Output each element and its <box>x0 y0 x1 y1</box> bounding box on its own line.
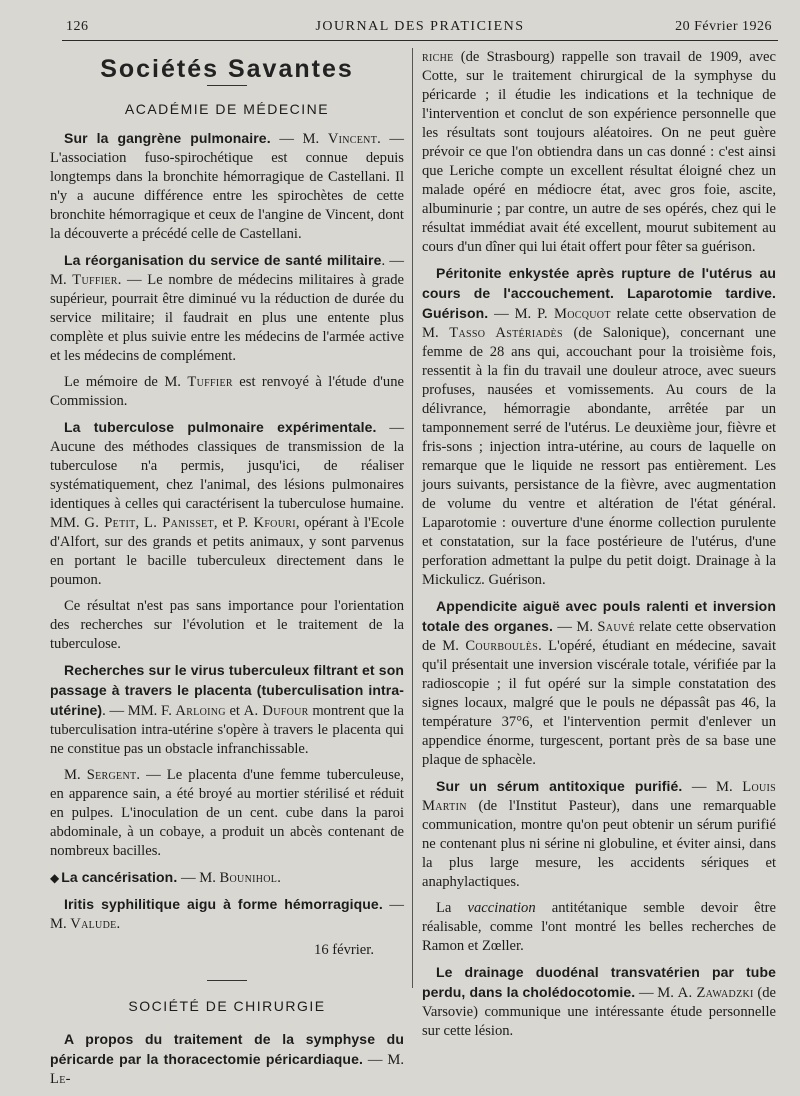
author-name: Bounihol <box>219 870 278 886</box>
article-heading: Sur la gangrène pulmonaire. <box>64 130 271 146</box>
paragraph-memoire: Le mémoire de M. Tuffier est renvoyé à l'étude d'une Commission. <box>50 374 404 409</box>
bullet-mark-icon: ◆ <box>50 871 60 885</box>
article-gangrene: Sur la gangrène pulmonaire. — M. Vincent. — L'association fuso-spirochétique est connue depuis longtemps dans la bronchite hémorragique de Castellani. Il n'y a aucune différence entre les spirochètes de cette bronchite hémorragique et ceux de l'angine de Vincent, dont la découverte a précédé celle de Castellani. <box>50 130 404 242</box>
article-heading: La tuberculose pulmonaire expérimentale. <box>64 419 377 435</box>
article-heading: Iritis syphilitique aigu à forme hémorragique. <box>64 896 383 912</box>
page-number: 126 <box>66 19 89 34</box>
article-tuberculose: La tuberculose pulmonaire expérimentale. — Aucune des méthodes classiques de transmission de la tuberculose n'a permis, jusqu'ici, de réaliser systématiquement, chez l'animal, des lésions pulmonaires identiques à celles qui caractérisent la tuberculose humaine. MM. G. Petit, L. Panisset, et P. Kfouri, opérant à l'Ecole d'Alfort, sur des grands et petits animaux, y sont parvenus en portant le bacille tuberculeux directement dans le poumon. <box>50 419 404 588</box>
article-heading: Le drainage duodénal transvatérien par tube perdu, dans la cholédocotomie. <box>422 964 776 1000</box>
author-name: Louis Martin <box>422 779 776 814</box>
page-header <box>62 16 778 41</box>
journal-title: JOURNAL DES PRATICIENS <box>315 19 525 34</box>
issue-date: 20 Février 1926 <box>675 19 772 34</box>
article-cancerisation: ◆ La cancérisation. — M. Bounihol. <box>50 869 281 886</box>
author-name: Courboulès <box>465 638 539 654</box>
article-symphyse: A propos du traitement de la symphyse du péricarde par la thoracectomie péricardiaque. — M. Le- <box>50 1031 404 1087</box>
left-column <box>50 50 404 1096</box>
paragraph-sergent: M. Sergent. — Le placenta d'une femme tuberculeuse, en apparence sain, a été broyé au mortier stérilisé et réduit en pulpes. L'inoculation de un cent. cube dans la paroi abdominale, à un cobaye, a produit un abcès contenant de nombreux bacilles. <box>50 767 405 859</box>
author-name: Vincent <box>327 131 378 147</box>
author-name: P. Mocquot <box>537 306 611 322</box>
article-drainage: Le drainage duodénal transvatérien par tube perdu, dans la cholédocotomie. — M. A. Zawadzki (de Varsovie) communique une intéressante étude personnelle sur cette lésion. <box>422 964 776 1039</box>
section-rule <box>207 980 247 981</box>
article-heading: A propos du traitement de la symphyse du péricarde par la thoracectomie péricardiaque. <box>50 1031 404 1067</box>
author-name: A. Zawadzki <box>677 985 754 1001</box>
right-column <box>422 48 776 1048</box>
author-name: riche <box>422 49 454 65</box>
paragraph-vaccination: La vaccination antitétanique semble devoir être réalisable, comme l'ont montré les belles recherches de Ramon et Zœller. <box>422 900 777 954</box>
society-heading: SOCIÉTÉ DE CHIRURGIE <box>128 998 326 1014</box>
author-name: Sergent <box>86 767 137 783</box>
column-divider <box>412 48 413 988</box>
article-heading: Sur un sérum antitoxique purifié. <box>436 778 683 794</box>
author-name: G. Petit <box>84 515 136 531</box>
article-heading: Appendicite aiguë avec pouls ralenti et inversion totale des organes. <box>422 598 776 634</box>
author-name: A. Dufour <box>243 703 309 719</box>
italic-term: vaccination <box>467 900 536 916</box>
article-reorganisation: La réorganisation du service de santé militaire. — M. Tuffier. — Le nombre de médecins militaires à grade supérieur, pourrait être diminué vu la réduction de durée du service militaire; il faudrait en plus une entente plus complète et plus suivie entre les médecins de l'armée active et les médecins de complément. <box>50 252 405 364</box>
article-appendicite: Appendicite aiguë avec pouls ralenti et inversion totale des organes. — M. Sauvé relate cette observation de M. Courboulès. L'opéré, étudiant en médecine, savait qu'il présentait une inversion viscérale totale, vérifiée par la radioscopie ; il fut opéré sur la simple constatation des signes locaux, malgré que le pouls ne dépassât pas 46, la température 37°6, et l'intervention permit d'enlever un appendice énorme, turgescent, portant près de sa base une plaque de sphacèle. <box>422 598 777 768</box>
article-heading: La cancérisation. <box>61 869 178 885</box>
paragraph-leriche: riche (de Strasbourg) rappelle son travail de 1909, avec Cotte, sur le traitement chirurgical de la symphyse du péricarde ; il étudie les indications et la technique de l'intervention et conclut de son expérience personnelle que les résultats sont toujours aléatoires. On ne peut guère prévoir ce que l'on obtiendra dans un cas donné : c'est ainsi que Leriche compte un excellent résultat éloigné chez un malade opéré en médiocre état, avec gros foie, ascite, albuminurie ; par contre, un autre de ses opérés, chez qui le résultat immédiat avait été excellent, mourut subitement au cours d'un dîner qui lui était offert pour fêter sa guérison. <box>422 49 776 255</box>
paragraph-resultat: Ce résultat n'est pas sans importance pour l'orientation des recherches sur l'évolution et le traitement de la tuberculose. <box>50 598 404 652</box>
author-name: Tuffier <box>72 272 118 288</box>
article-peritonite: Péritonite enkystée après rupture de l'utérus au cours de l'accouchement. Laparotomie tardive. Guérison. — M. P. Mocquot relate cette observation de M. Tasso Astériadès (de Salonique), concernant une femme de 28 ans qui, accouchant pour la troisième fois, ressentit à la fin du travail une douleur atroce, avec sueurs profuses, nausées et vomissements. Au cours de la délivrance, hémorragie abondante, arrêtée par un tamponnement serré de l'utérus. Le deuxième jour, fièvre et fris-sons ; injection intra-utérine, au cours de laquelle on remarque que le liquide ne ressort pas entièrement. Les jours suivants, persistance de la fièvre, avec augmentation de volume du ventre et altération de l'état général. Laparotomie : ouverture d'une énorme collection purulente et constatation, sur la face postérieure de l'utérus, d'une perforation admettant la pulpe du petit doigt. Drainage à la Mickulicz. Guérison. <box>422 265 777 588</box>
article-heading: La réorganisation du service de santé militaire <box>64 252 382 268</box>
author-name: L. Panisset <box>143 515 214 531</box>
article-heading: Recherches sur le virus tuberculeux filtrant et son passage à travers le placenta (tuberculisation intra-utérine) <box>50 662 404 718</box>
title-rule <box>207 85 247 86</box>
author-name: Tasso Astériadès <box>449 325 563 341</box>
author-name: Tuffier <box>187 374 233 390</box>
article-heading: Péritonite enkystée après rupture de l'utérus au cours de l'accouchement. Laparotomie tardive. Guérison. <box>422 265 776 321</box>
academy-heading: ACADÉMIE DE MÉDECINE <box>124 101 330 117</box>
author-name: Sauvé <box>597 619 635 635</box>
author-name: Valude <box>70 916 117 932</box>
author-name: P. Kfouri <box>237 515 296 531</box>
article-iritis: Iritis syphilitique aigu à forme hémorragique. — M. Valude. <box>50 896 404 932</box>
author-name: Le- <box>50 1071 71 1087</box>
section-title: Sociétés Savantes <box>100 55 354 83</box>
article-virus-filtrant: Recherches sur le virus tuberculeux filtrant et son passage à travers le placenta (tuberculisation intra-utérine). — MM. F. Arloing et A. Dufour montrent que la tuberculisation intra-utérine s'opère à travers le placenta qui ne constitue pas un obstacle infranchissable. <box>50 662 404 757</box>
author-name: F. Arloing <box>161 703 226 719</box>
session-date: 16 février. <box>314 942 374 958</box>
article-serum: Sur un sérum antitoxique purifié. — M. Louis Martin (de l'Institut Pasteur), dans une remarquable communication, montre qu'on peut obtenir un sérum purifié ne contenant plus ni sérine ni globuline, et éviter ainsi, dans la plus large mesure, les accidents sériques et anaphylactiques. <box>422 778 776 890</box>
